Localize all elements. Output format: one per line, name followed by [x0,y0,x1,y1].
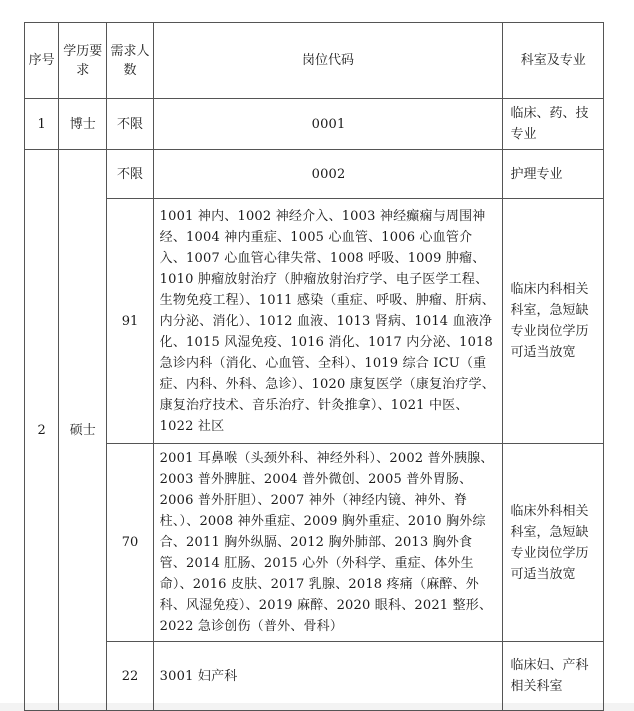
table-row [25,642,604,711]
header-position-code: 岗位代码 [153,23,503,99]
row-position-code: 0001 [153,99,503,150]
row-department: 临床、药、技专业 [503,99,604,150]
header-demand: 需求人数 [107,23,153,99]
row-position-code: 3001 妇产科 [153,642,503,711]
row-seq: 1 [25,99,59,150]
table-row [25,199,604,444]
header-department: 科室及专业 [503,23,604,99]
row-position-code: 2001 耳鼻喉（头颈外科、神经外科）、2002 普外胰腺、2003 普外脾脏、2004 普外微创、2005 普外胃肠、2006 普外肝胆）、2007 神外（神经内镜、神外、脊柱、）、2008 神外重症、2009 胸外重症、2010 胸外综合、2011 胸外纵膈、2012 胸外肺部、2013 胸外食管、2014 肛肠、2015 心外（外科学、重症、体外生命）、2016 皮肤、2017 乳腺、2018 疼痛（麻醉、外科、风湿免疫）、2019 麻醉、2020 眼科、2021 整形、2022 急诊创伤（普外、骨科） [153,444,503,642]
header-seq: 序号 [25,23,59,99]
row-department: 护理专业 [503,150,604,199]
table-row [25,444,604,642]
row-demand: 70 [107,444,153,642]
row-demand: 不限 [107,99,153,150]
row-seq: 2 [25,150,59,711]
row-position-code: 0002 [153,150,503,199]
recruitment-table [24,22,604,711]
row-department: 临床外科相关科室，急短缺专业岗位学历可适当放宽 [503,444,604,642]
table-row [25,99,604,150]
row-demand: 不限 [107,150,153,199]
table-header-row [25,23,604,99]
row-position-code: 1001 神内、1002 神经介入、1003 神经癫痫与周围神经、1004 神内重症、1005 心血管、1006 心血管介入、1007 心血管心律失常、1008 呼吸、1009 肿瘤、1010 肿瘤放射治疗（肿瘤放射治疗学、电子医学工程、生物免疫工程）、1011 感染（重症、呼吸、肿瘤、肝病、内分泌、消化）、1012 血液、1013 肾病、1014 血液净化、1015 风湿免疫、1016 消化、1017 内分泌、1018 急诊内科（消化、心血管、全科）、1019 综合 ICU（重症、内科、外科、急诊）、1020 康复医学（康复治疗学、康复治疗技术、音乐治疗、针灸推拿）、1021 中医、1022 社区 [153,199,503,444]
row-demand: 22 [107,642,153,711]
row-education: 博士 [59,99,107,150]
table-row [25,150,604,199]
row-department: 临床内科相关科室，急短缺专业岗位学历可适当放宽 [503,199,604,444]
row-demand: 91 [107,199,153,444]
header-education: 学历要求 [59,23,107,99]
row-department: 临床妇、产科相关科室 [503,642,604,711]
row-education: 硕士 [59,150,107,711]
